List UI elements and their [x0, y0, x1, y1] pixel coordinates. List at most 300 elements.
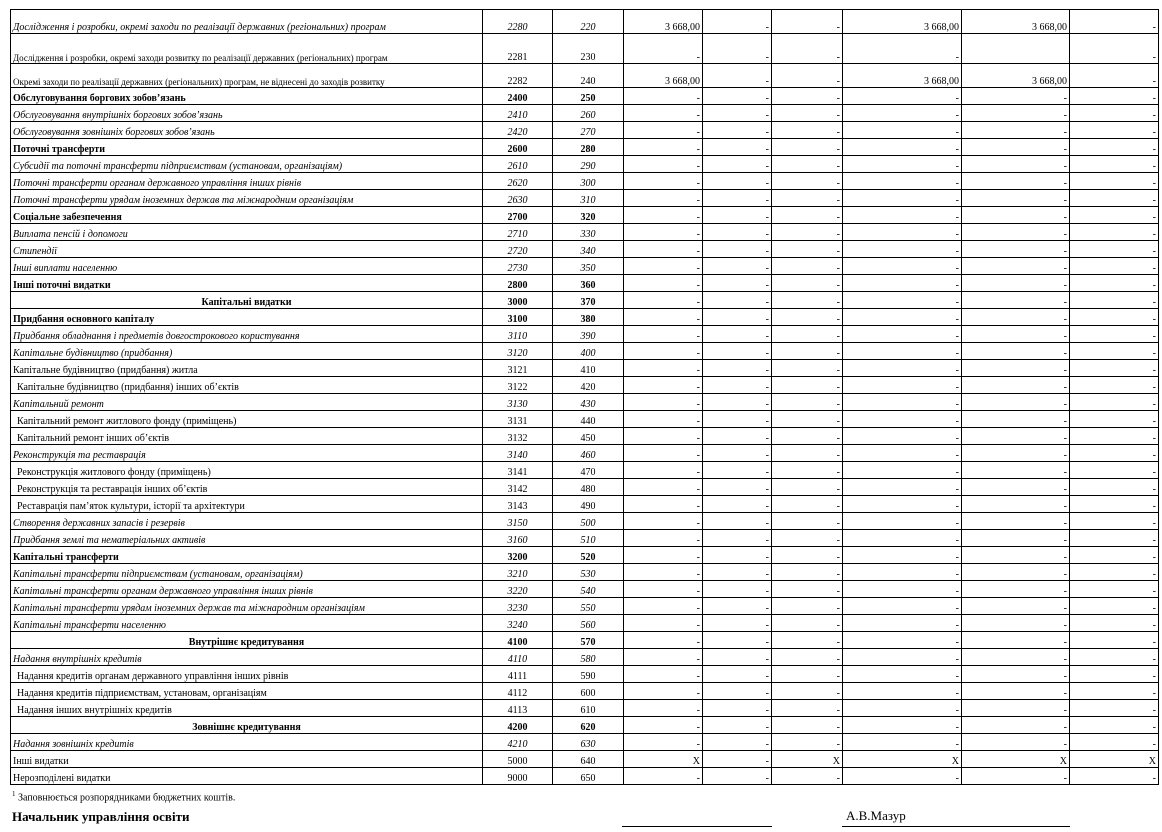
value-cell: -	[843, 241, 962, 258]
value-cell: 3 668,00	[843, 64, 962, 88]
row-number: 500	[553, 513, 624, 530]
value-cell: -	[624, 513, 703, 530]
footnote-text: Заповнюється розпорядниками бюджетних коштів.	[15, 792, 236, 804]
value-cell: -	[772, 411, 843, 428]
value-cell: -	[703, 275, 772, 292]
value-cell: -	[624, 377, 703, 394]
value-cell: -	[1070, 190, 1159, 207]
value-cell: -	[1070, 513, 1159, 530]
value-cell: -	[1070, 122, 1159, 139]
row-code: 4110	[483, 649, 553, 666]
value-cell: -	[962, 241, 1070, 258]
value-cell: -	[772, 768, 843, 785]
row-code: 2800	[483, 275, 553, 292]
table-row	[11, 683, 1159, 700]
table-row	[11, 513, 1159, 530]
row-code: 2720	[483, 241, 553, 258]
value-cell: -	[703, 462, 772, 479]
row-number: 440	[553, 411, 624, 428]
row-code: 2730	[483, 258, 553, 275]
row-code: 9000	[483, 768, 553, 785]
value-cell: -	[843, 700, 962, 717]
row-code: 3121	[483, 360, 553, 377]
value-cell: -	[1070, 445, 1159, 462]
row-name: Капітальний ремонт	[11, 394, 483, 411]
value-cell: -	[703, 683, 772, 700]
value-cell: -	[624, 88, 703, 105]
value-cell: -	[962, 292, 1070, 309]
value-cell: -	[962, 122, 1070, 139]
value-cell: -	[703, 207, 772, 224]
value-cell: -	[624, 326, 703, 343]
value-cell: -	[703, 751, 772, 768]
value-cell: -	[772, 428, 843, 445]
value-cell: -	[843, 649, 962, 666]
value-cell: -	[772, 207, 843, 224]
value-cell: -	[1070, 428, 1159, 445]
row-name: Капітальні трансферти урядам іноземних держав та міжнародним організаціям	[11, 598, 483, 615]
value-cell: -	[962, 105, 1070, 122]
value-cell: -	[1070, 649, 1159, 666]
value-cell: -	[703, 530, 772, 547]
value-cell: -	[772, 360, 843, 377]
value-cell: -	[624, 173, 703, 190]
row-name: Поточні трансферти урядам іноземних держав та міжнародним організаціям	[11, 190, 483, 207]
row-number: 410	[553, 360, 624, 377]
row-code: 2282	[483, 64, 553, 88]
value-cell: -	[962, 326, 1070, 343]
row-name: Обслуговування боргових зобов’язань	[11, 88, 483, 105]
value-cell: -	[624, 411, 703, 428]
value-cell: -	[843, 547, 962, 564]
value-cell: -	[624, 547, 703, 564]
row-name: Капітальні трансферти підприємствам (установам, організаціям)	[11, 564, 483, 581]
value-cell: -	[624, 190, 703, 207]
value-cell: -	[772, 496, 843, 513]
value-cell: -	[962, 649, 1070, 666]
value-cell: -	[624, 598, 703, 615]
value-cell: -	[843, 581, 962, 598]
value-cell: -	[624, 445, 703, 462]
value-cell: -	[624, 564, 703, 581]
value-cell: -	[624, 717, 703, 734]
table-row	[11, 64, 1159, 88]
value-cell: -	[624, 394, 703, 411]
table-row	[11, 734, 1159, 751]
row-number: 300	[553, 173, 624, 190]
row-name: Капітальне будівництво (придбання)	[11, 343, 483, 360]
value-cell: -	[772, 309, 843, 326]
value-cell: -	[1070, 666, 1159, 683]
value-cell: -	[843, 530, 962, 547]
value-cell: -	[843, 105, 962, 122]
value-cell: -	[962, 717, 1070, 734]
value-cell: -	[703, 258, 772, 275]
row-number: 310	[553, 190, 624, 207]
value-cell	[962, 34, 1070, 64]
table-row	[11, 34, 1159, 64]
value-cell: -	[703, 156, 772, 173]
row-number: 570	[553, 632, 624, 649]
row-code: 2600	[483, 139, 553, 156]
value-cell: 3 668,00	[624, 64, 703, 88]
row-code: 3142	[483, 479, 553, 496]
value-cell: -	[703, 717, 772, 734]
table-row	[11, 139, 1159, 156]
row-name: Поточні трансферти	[11, 139, 483, 156]
value-cell: -	[772, 734, 843, 751]
table-row	[11, 428, 1159, 445]
value-cell: -	[772, 190, 843, 207]
value-cell: -	[962, 462, 1070, 479]
value-cell: -	[703, 10, 772, 34]
signer-name: А.В.Мазур	[846, 808, 906, 823]
value-cell: -	[962, 632, 1070, 649]
row-code: 3100	[483, 309, 553, 326]
value-cell: -	[843, 156, 962, 173]
value-cell: -	[1070, 496, 1159, 513]
value-cell: -	[843, 394, 962, 411]
value-cell: -	[772, 34, 843, 64]
value-cell: -	[703, 122, 772, 139]
value-cell: -	[703, 547, 772, 564]
value-cell: -	[772, 513, 843, 530]
value-cell: -	[772, 377, 843, 394]
value-cell: -	[624, 632, 703, 649]
value-cell: -	[703, 309, 772, 326]
value-cell: -	[962, 683, 1070, 700]
row-number: 230	[553, 34, 624, 64]
value-cell: -	[772, 258, 843, 275]
row-code: 2280	[483, 10, 553, 34]
value-cell: -	[843, 615, 962, 632]
row-number: 320	[553, 207, 624, 224]
value-cell: -	[962, 309, 1070, 326]
value-cell: -	[962, 734, 1070, 751]
value-cell: -	[703, 734, 772, 751]
table-row	[11, 190, 1159, 207]
value-cell: -	[962, 445, 1070, 462]
value-cell: -	[772, 547, 843, 564]
value-cell: -	[703, 34, 772, 64]
table-row	[11, 717, 1159, 734]
value-cell: -	[962, 428, 1070, 445]
table-row	[11, 258, 1159, 275]
table-row	[11, 462, 1159, 479]
row-code: 2410	[483, 105, 553, 122]
value-cell: -	[703, 326, 772, 343]
value-cell: -	[843, 34, 962, 64]
value-cell: -	[1070, 564, 1159, 581]
table-row	[11, 105, 1159, 122]
value-cell: -	[703, 666, 772, 683]
table-row	[11, 343, 1159, 360]
row-code: 2620	[483, 173, 553, 190]
value-cell: -	[703, 428, 772, 445]
value-cell: -	[962, 666, 1070, 683]
value-cell: -	[772, 462, 843, 479]
value-cell: -	[624, 343, 703, 360]
value-cell: -	[843, 445, 962, 462]
row-number: 220	[553, 10, 624, 34]
value-cell: -	[624, 292, 703, 309]
row-number: 370	[553, 292, 624, 309]
row-number: 340	[553, 241, 624, 258]
value-cell: -	[624, 666, 703, 683]
value-cell: -	[703, 564, 772, 581]
value-cell: -	[962, 700, 1070, 717]
value-cell: -	[772, 649, 843, 666]
row-code: 3122	[483, 377, 553, 394]
value-cell: -	[843, 666, 962, 683]
value-cell: -	[1070, 224, 1159, 241]
value-cell: -	[1070, 479, 1159, 496]
value-cell: -	[843, 411, 962, 428]
row-number: 420	[553, 377, 624, 394]
value-cell: -	[624, 34, 703, 64]
row-number: 630	[553, 734, 624, 751]
value-cell: -	[962, 275, 1070, 292]
table-row	[11, 309, 1159, 326]
value-cell: -	[703, 394, 772, 411]
value-cell: -	[624, 700, 703, 717]
value-cell: -	[1070, 547, 1159, 564]
table-row	[11, 360, 1159, 377]
row-number: 390	[553, 326, 624, 343]
value-cell: -	[624, 122, 703, 139]
value-cell: X	[624, 751, 703, 768]
row-code: 3240	[483, 615, 553, 632]
value-cell: -	[703, 173, 772, 190]
row-name: Реконструкція житлового фонду (приміщень)	[11, 462, 483, 479]
value-cell: 3 668,00	[962, 10, 1070, 34]
value-cell: -	[843, 309, 962, 326]
value-cell: -	[703, 64, 772, 88]
value-cell: -	[1070, 10, 1159, 34]
row-number: 330	[553, 224, 624, 241]
value-cell: -	[843, 632, 962, 649]
value-cell: -	[962, 190, 1070, 207]
value-cell: -	[962, 581, 1070, 598]
table-row	[11, 615, 1159, 632]
value-cell: -	[624, 734, 703, 751]
row-number: 470	[553, 462, 624, 479]
row-code: 4111	[483, 666, 553, 683]
table-row	[11, 122, 1159, 139]
row-number: 290	[553, 156, 624, 173]
row-number: 450	[553, 428, 624, 445]
value-cell: -	[1070, 462, 1159, 479]
row-name: Капітальні видатки	[11, 292, 483, 309]
value-cell: -	[772, 139, 843, 156]
row-name: Соціальне забезпечення	[11, 207, 483, 224]
row-code: 3200	[483, 547, 553, 564]
value-cell: -	[624, 649, 703, 666]
value-cell: -	[772, 700, 843, 717]
value-cell: X	[772, 751, 843, 768]
value-cell: -	[772, 326, 843, 343]
row-name: Дослідження і розробки, окремі заходи розвитку по реалізації державних (регіональних) програм	[11, 34, 483, 64]
value-cell: -	[1070, 88, 1159, 105]
row-name: Придбання основного капіталу	[11, 309, 483, 326]
row-name: Капітальне будівництво (придбання) інших об’єктів	[11, 377, 483, 394]
row-name: Надання кредитів органам державного управління інших рівнів	[11, 666, 483, 683]
table-row	[11, 88, 1159, 105]
value-cell: -	[772, 122, 843, 139]
row-number: 280	[553, 139, 624, 156]
value-cell: -	[703, 139, 772, 156]
value-cell: -	[624, 275, 703, 292]
table-row	[11, 666, 1159, 683]
value-cell: -	[772, 598, 843, 615]
row-name: Реконструкція та реставрація інших об’єктів	[11, 479, 483, 496]
value-cell: -	[772, 717, 843, 734]
value-cell: -	[1070, 717, 1159, 734]
row-code: 3220	[483, 581, 553, 598]
value-cell: -	[703, 105, 772, 122]
row-code: 4210	[483, 734, 553, 751]
row-name: Надання внутрішніх кредитів	[11, 649, 483, 666]
table-row	[11, 632, 1159, 649]
value-cell: -	[772, 64, 843, 88]
row-name: Капітальні трансферти населенню	[11, 615, 483, 632]
row-name: Надання кредитів підприємствам, установам, організаціям	[11, 683, 483, 700]
table-row	[11, 700, 1159, 717]
value-cell: -	[962, 224, 1070, 241]
row-name: Створення державних запасів і резервів	[11, 513, 483, 530]
value-cell: -	[962, 768, 1070, 785]
value-cell: -	[843, 258, 962, 275]
row-name: Інші поточні видатки	[11, 275, 483, 292]
row-code: 2281	[483, 34, 553, 64]
row-number: 430	[553, 394, 624, 411]
value-cell: -	[772, 445, 843, 462]
value-cell: -	[703, 88, 772, 105]
value-cell: -	[962, 479, 1070, 496]
value-cell: -	[1070, 139, 1159, 156]
row-number: 530	[553, 564, 624, 581]
value-cell: -	[772, 105, 843, 122]
row-number: 540	[553, 581, 624, 598]
value-cell: -	[1070, 275, 1159, 292]
table-row	[11, 411, 1159, 428]
table-row	[11, 292, 1159, 309]
value-cell: -	[843, 768, 962, 785]
value-cell: -	[843, 496, 962, 513]
value-cell: -	[772, 173, 843, 190]
value-cell: -	[1070, 326, 1159, 343]
value-cell: -	[703, 241, 772, 258]
value-cell: -	[772, 394, 843, 411]
table-row	[11, 530, 1159, 547]
value-cell: -	[843, 173, 962, 190]
row-name: Капітальний ремонт житлового фонду (приміщень)	[11, 411, 483, 428]
row-number: 590	[553, 666, 624, 683]
value-cell: -	[843, 479, 962, 496]
value-cell: -	[772, 224, 843, 241]
row-code: 3110	[483, 326, 553, 343]
row-number: 520	[553, 547, 624, 564]
value-cell: -	[843, 326, 962, 343]
value-cell: -	[1070, 207, 1159, 224]
row-code: 3210	[483, 564, 553, 581]
row-code: 3141	[483, 462, 553, 479]
row-number: 620	[553, 717, 624, 734]
value-cell: -	[962, 598, 1070, 615]
signer-title: Начальник управління освіти	[12, 809, 190, 824]
row-code: 4100	[483, 632, 553, 649]
row-name: Нерозподілені видатки	[11, 768, 483, 785]
row-number: 560	[553, 615, 624, 632]
value-cell: -	[1070, 411, 1159, 428]
row-name: Внутрішнє кредитування	[11, 632, 483, 649]
row-number: 350	[553, 258, 624, 275]
table-row	[11, 598, 1159, 615]
value-cell: -	[962, 615, 1070, 632]
value-cell: -	[1070, 394, 1159, 411]
value-cell: 3 668,00	[843, 10, 962, 34]
row-number: 380	[553, 309, 624, 326]
table-row	[11, 241, 1159, 258]
value-cell: -	[843, 275, 962, 292]
row-name: Реконструкція та реставрація	[11, 445, 483, 462]
footnote-mark: 1	[12, 790, 16, 798]
value-cell: -	[962, 360, 1070, 377]
value-cell: 3 668,00	[624, 10, 703, 34]
row-name: Обслуговування зовнішніх боргових зобов’язань	[11, 122, 483, 139]
value-cell: -	[624, 581, 703, 598]
value-cell: -	[1070, 173, 1159, 190]
value-cell: -	[843, 598, 962, 615]
table-row	[11, 326, 1159, 343]
value-cell: -	[843, 292, 962, 309]
value-cell: -	[843, 513, 962, 530]
row-name: Інші виплати населенню	[11, 258, 483, 275]
row-number: 480	[553, 479, 624, 496]
value-cell: -	[1070, 581, 1159, 598]
value-cell: -	[962, 139, 1070, 156]
value-cell: -	[843, 224, 962, 241]
table-row	[11, 547, 1159, 564]
table-row	[11, 207, 1159, 224]
expenditure-table	[10, 9, 1159, 785]
table-row	[11, 581, 1159, 598]
value-cell: X	[962, 751, 1070, 768]
row-code: 2420	[483, 122, 553, 139]
footnote	[12, 790, 235, 803]
value-cell: -	[703, 343, 772, 360]
row-number: 360	[553, 275, 624, 292]
value-cell: -	[703, 496, 772, 513]
row-code: 3132	[483, 428, 553, 445]
value-cell: -	[843, 377, 962, 394]
value-cell: -	[843, 190, 962, 207]
table-row	[11, 564, 1159, 581]
value-cell: -	[843, 717, 962, 734]
row-name: Капітальний ремонт інших об’єктів	[11, 428, 483, 445]
value-cell: -	[962, 530, 1070, 547]
value-cell: -	[962, 513, 1070, 530]
value-cell: -	[624, 139, 703, 156]
value-cell: -	[843, 734, 962, 751]
value-cell: -	[843, 139, 962, 156]
value-cell: -	[772, 241, 843, 258]
value-cell: -	[1070, 105, 1159, 122]
row-name: Реставрація пам’яток культури, історії та архітектури	[11, 496, 483, 513]
value-cell: -	[772, 88, 843, 105]
row-name: Окремі заходи по реалізації державних (регіональних) програм, не віднесені до заходів розвитку	[11, 64, 483, 88]
value-cell: -	[624, 241, 703, 258]
